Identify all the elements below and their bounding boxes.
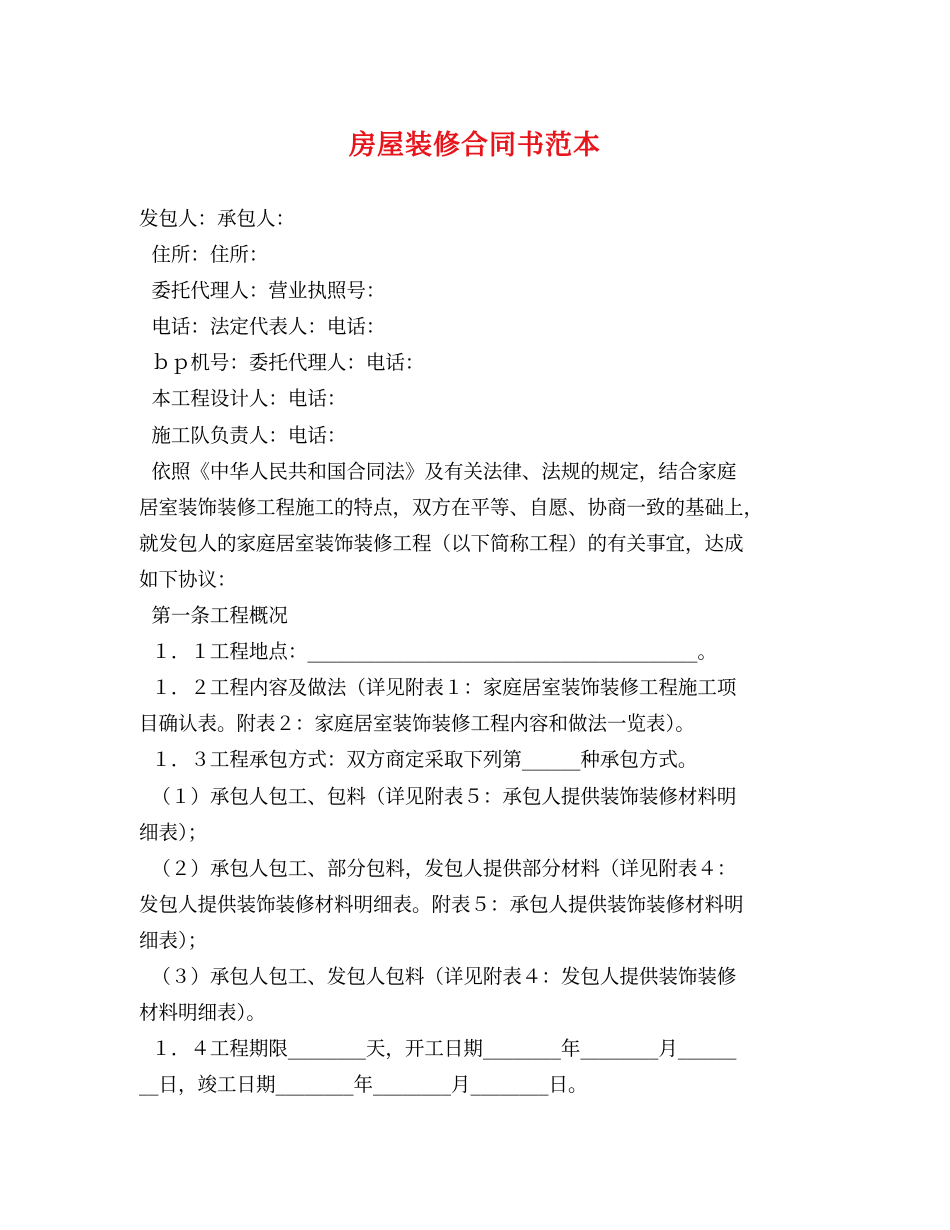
- text-line: 电话：法定代表人：电话：: [139, 315, 386, 339]
- text-line: 发包人：承包人：: [139, 207, 296, 230]
- section-heading: 第一条工程概况: [139, 604, 288, 628]
- text-line: 发包人提供装饰装修材料明细表。附表５：承包人提供装饰装修材料明: [139, 892, 744, 916]
- document-title: 房屋装修合同书范本: [349, 130, 601, 161]
- text-line: 如下协议：: [139, 567, 237, 591]
- text-line: 住所：住所：: [139, 243, 269, 267]
- text-line: __日，竣工日期________年________月________日。: [139, 1073, 588, 1097]
- text-line: 本工程设计人：电话：: [139, 387, 347, 411]
- text-line: 依照《中华人民共和国合同法》及有关法律、法规的规定，结合家庭: [139, 459, 737, 483]
- document-body: [139, 201, 819, 1103]
- text-line: 细表）；: [139, 820, 208, 844]
- text-line: 施工队负责人：电话：: [139, 423, 347, 447]
- text-line: 目确认表。附表２：家庭居室装饰装修工程内容和做法一览表）。: [139, 712, 695, 736]
- text-line: 委托代理人：营业执照号：: [139, 279, 386, 303]
- text-line: 材料明细表）。: [139, 1001, 266, 1025]
- text-line: １．１工程地点：________________________________________。: [139, 640, 717, 664]
- text-line: 居室装饰装修工程施工的特点，双方在平等、自愿、协商一致的基础上，: [139, 495, 764, 519]
- text-line: １．３工程承包方式：双方商定采取下列第______种承包方式。: [139, 748, 698, 772]
- text-line: ｂｐ机号：委托代理人：电话：: [139, 351, 425, 375]
- text-line: （３）承包人包工、发包人包料（详见附表４：发包人提供装饰装修: [139, 964, 737, 988]
- text-line: 就发包人的家庭居室装饰装修工程（以下简称工程）的有关事宜，达成: [139, 531, 744, 555]
- text-line: １．４工程期限________天，开工日期________年________月______: [139, 1037, 737, 1061]
- text-line: （１）承包人包工、包料（详见附表５：承包人提供装饰装修材料明: [139, 784, 737, 808]
- text-line: （２）承包人包工、部分包料，发包人提供部分材料（详见附表４：: [139, 856, 737, 880]
- text-line: 细表）；: [139, 928, 208, 952]
- text-line: １．２工程内容及做法（详见附表１：家庭居室装饰装修工程施工项: [139, 676, 737, 700]
